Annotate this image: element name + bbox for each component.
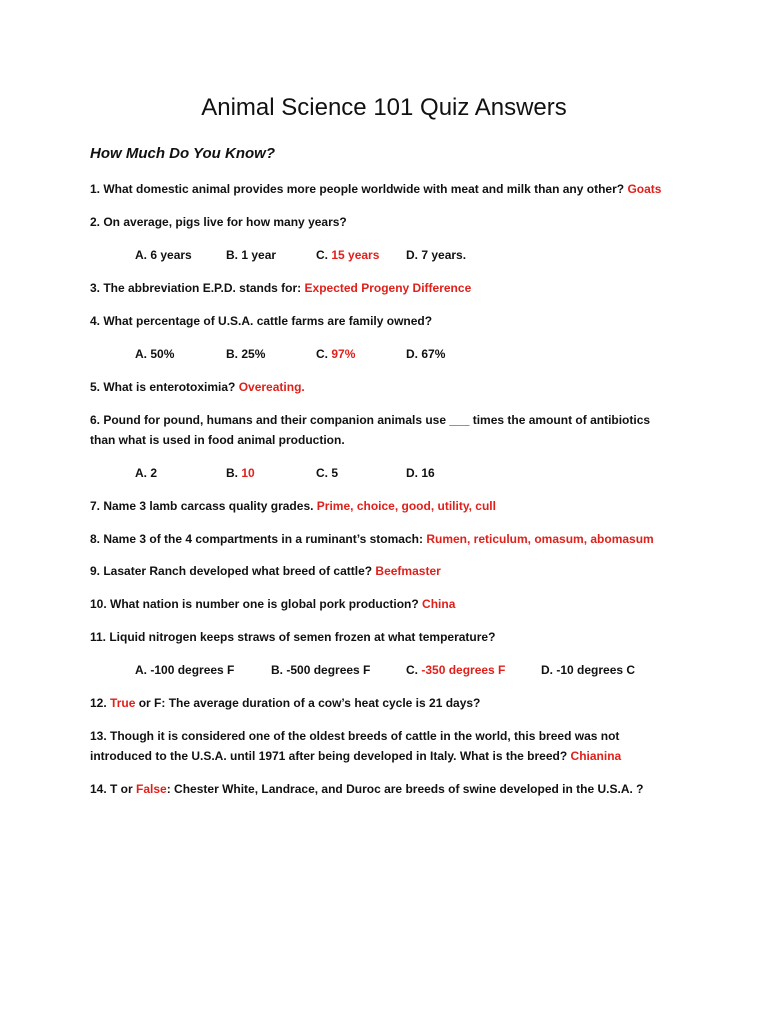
- question-6-line-1: 6. Pound for pound, humans and their companion animals use ___ times the amount of antibiotics: [90, 413, 651, 427]
- question-7-text: 7. Name 3 lamb carcass quality grades.: [90, 499, 314, 513]
- question-2: [90, 214, 347, 230]
- question-3-answer: Expected Progeny Difference: [304, 281, 472, 295]
- page-subtitle: How Much Do You Know?: [90, 145, 275, 162]
- question-2-option-d: D. 7 years.: [406, 248, 467, 262]
- question-14-prefix: 14. T or: [90, 782, 133, 796]
- question-5-answer: Overeating.: [238, 380, 305, 394]
- page-title: Animal Science 101 Quiz Answers: [201, 94, 567, 121]
- question-11-option-c: C. -350 degrees F: [406, 663, 506, 677]
- question-2-text: 2. On average, pigs live for how many years?: [90, 215, 347, 229]
- question-12-text: or F: The average duration of a cow’s heat cycle is 21 days?: [138, 696, 481, 710]
- question-6-option-b: B. 10: [226, 466, 255, 480]
- question-1: [90, 181, 661, 197]
- question-3: [90, 280, 471, 296]
- question-6-line-2: than what is used in food animal production.: [90, 433, 345, 447]
- question-1-text: 1. What domestic animal provides more people worldwide with meat and milk than any other?: [90, 182, 625, 196]
- question-11-option-a: A. -100 degrees F: [135, 663, 235, 677]
- question-1-answer: Goats: [627, 182, 662, 196]
- question-10-text: 10. What nation is number one is global pork production?: [90, 597, 419, 611]
- question-13-answer: Chianina: [570, 749, 622, 763]
- question-14: [90, 781, 643, 797]
- question-13-text: introduced to the U.S.A. until 1971 after being developed in Italy. What is the breed?: [90, 749, 568, 763]
- question-13-line-2: [90, 748, 621, 764]
- question-10: [90, 596, 455, 612]
- question-11-option-b: B. -500 degrees F: [271, 663, 371, 677]
- question-8-answer: Rumen, reticulum, omasum, abomasum: [426, 532, 654, 546]
- question-13-line-1: 13. Though it is considered one of the oldest breeds of cattle in the world, this breed was not: [90, 729, 620, 743]
- question-2-option-c: C. 15 years: [316, 248, 380, 262]
- question-12-answer: True: [110, 696, 136, 710]
- question-3-text: 3. The abbreviation E.P.D. stands for:: [90, 281, 302, 295]
- question-9-answer: Beefmaster: [375, 564, 441, 578]
- question-14-text: : Chester White, Landrace, and Duroc are breeds of swine developed in the U.S.A. ?: [166, 782, 644, 796]
- question-12-prefix: 12.: [90, 696, 107, 710]
- question-4-option-d: D. 67%: [406, 347, 446, 361]
- question-11: [90, 629, 495, 645]
- question-11-option-d: D. -10 degrees C: [541, 663, 636, 677]
- question-4-option-a: A. 50%: [135, 347, 175, 361]
- question-4-option-b: B. 25%: [226, 347, 266, 361]
- question-8-text: 8. Name 3 of the 4 compartments in a ruminant’s stomach:: [90, 532, 423, 546]
- question-11-text: 11. Liquid nitrogen keeps straws of semen frozen at what temperature?: [90, 630, 496, 644]
- question-2-option-a: A. 6 years: [135, 248, 192, 262]
- question-4-text: 4. What percentage of U.S.A. cattle farms are family owned?: [90, 314, 433, 328]
- question-7-answer: Prime, choice, good, utility, cull: [316, 499, 496, 513]
- question-8: [90, 531, 654, 547]
- question-6-option-d: D. 16: [406, 466, 435, 480]
- question-5-text: 5. What is enterotoximia?: [90, 380, 236, 394]
- question-9: [90, 563, 441, 579]
- question-2-option-b: B. 1 year: [226, 248, 277, 262]
- question-7: [90, 498, 496, 514]
- question-10-answer: China: [422, 597, 456, 611]
- question-4-option-c: C. 97%: [316, 347, 356, 361]
- question-6-option-a: A. 2: [135, 466, 158, 480]
- question-12: [90, 695, 480, 711]
- question-6-option-c: C. 5: [316, 466, 339, 480]
- question-14-answer: False: [136, 782, 167, 796]
- question-4: [90, 313, 432, 329]
- question-9-text: 9. Lasater Ranch developed what breed of cattle?: [90, 564, 373, 578]
- question-5: [90, 379, 305, 395]
